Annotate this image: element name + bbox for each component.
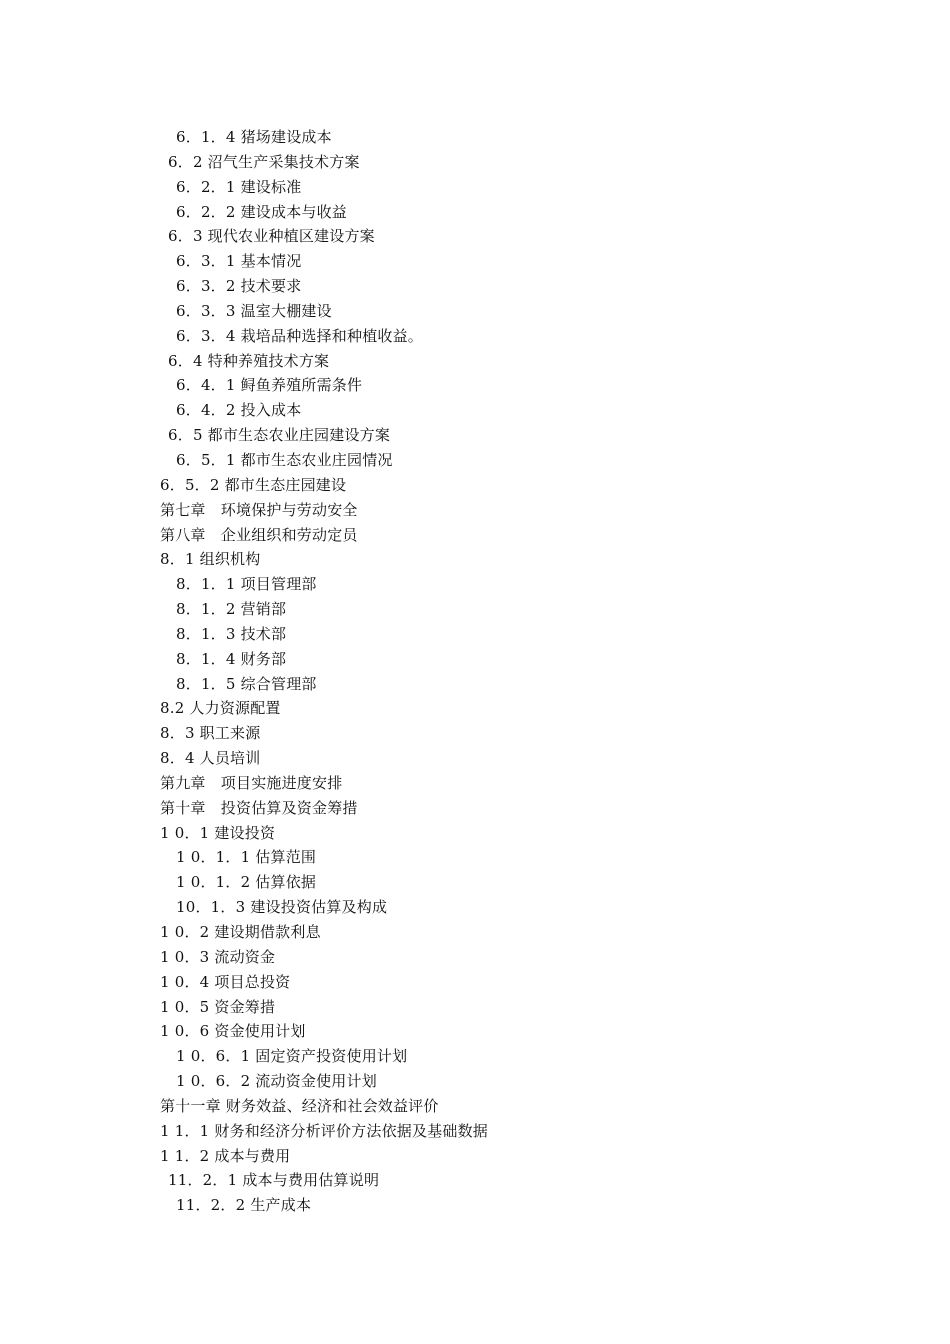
toc-entry: 1 0．1．1 估算范围	[176, 848, 317, 867]
toc-entry: 6．4．1 鲟鱼养殖所需条件	[176, 376, 363, 395]
toc-entry: 6．3 现代农业种植区建设方案	[168, 227, 375, 246]
toc-entry: 1 0．6．2 流动资金使用计划	[176, 1072, 377, 1091]
toc-entry: 6．4．2 投入成本	[176, 401, 302, 420]
toc-entry: 1 1．1 财务和经济分析评价方法依据及基础数据	[160, 1121, 488, 1140]
toc-entry: 6．2．1 建设标准	[176, 177, 302, 196]
toc-entry: 第七章 环境保护与劳动安全	[160, 500, 358, 519]
toc-entry: 8．1 组织机构	[160, 550, 261, 569]
toc-entry: 6．3．2 技术要求	[176, 277, 302, 296]
toc-entry: 6．5．2 都市生态庄园建设	[160, 475, 347, 494]
toc-entry: 8．1．1 项目管理部	[176, 575, 317, 594]
toc-entry: 6．2 沼气生产采集技术方案	[168, 152, 360, 171]
toc-entry: 8．1．5 综合管理部	[176, 674, 317, 693]
toc-entry: 6．3．4 栽培品种选择和种植收益。	[176, 326, 423, 345]
toc-entry: 第十章 投资估算及资金筹措	[160, 798, 358, 817]
toc-entry: 第九章 项目实施进度安排	[160, 773, 343, 792]
toc-entry: 1 0．6．1 固定资产投资使用计划	[176, 1047, 408, 1066]
toc-entry: 1 0．6 资金使用计划	[160, 1022, 306, 1041]
toc-entry: 6．3．3 温室大棚建设	[176, 301, 332, 320]
toc-entry: 1 1．2 成本与费用	[160, 1146, 291, 1165]
toc-entry: 6．4 特种养殖技术方案	[168, 351, 330, 370]
toc-entry: 11．2．2 生产成本	[176, 1196, 312, 1215]
toc-entry: 6．1．4 猪场建设成本	[176, 128, 332, 146]
toc-entry: 第八章 企业组织和劳动定员	[160, 525, 358, 544]
toc-entry: 6．5 都市生态农业庄园建设方案	[168, 426, 391, 445]
toc-entry: 8.2 人力资源配置	[160, 699, 281, 718]
toc-entry: 6．5．1 都市生态农业庄园情况	[176, 450, 393, 469]
table-of-contents	[160, 125, 860, 1218]
toc-entry: 8．1．4 财务部	[176, 649, 287, 668]
toc-entry: 8．1．2 营销部	[176, 600, 287, 619]
toc-entry: 1 0．4 项目总投资	[160, 972, 291, 991]
toc-entry: 8．4 人员培训	[160, 749, 261, 768]
toc-entry: 11．2．1 成本与费用估算说明	[168, 1171, 380, 1190]
toc-entry: 第十一章 财务效益、经济和社会效益评价	[160, 1096, 439, 1115]
toc-entry: 1 0．2 建设期借款利息	[160, 923, 321, 941]
toc-entry: 10．1．3 建设投资估算及构成	[176, 898, 388, 917]
toc-entry: 8．3 职工来源	[160, 724, 261, 743]
toc-entry: 6．2．2 建设成本与收益	[176, 202, 347, 221]
toc-entry: 1 0．5 资金筹措	[160, 997, 276, 1016]
toc-entry: 8．1．3 技术部	[176, 624, 287, 643]
toc-entry: 6．3．1 基本情况	[176, 252, 302, 271]
toc-entry: 1 0．1．2 估算依据	[176, 873, 317, 892]
toc-entry: 1 0．1 建设投资	[160, 823, 276, 842]
toc-entry: 1 0．3 流动资金	[160, 947, 276, 966]
